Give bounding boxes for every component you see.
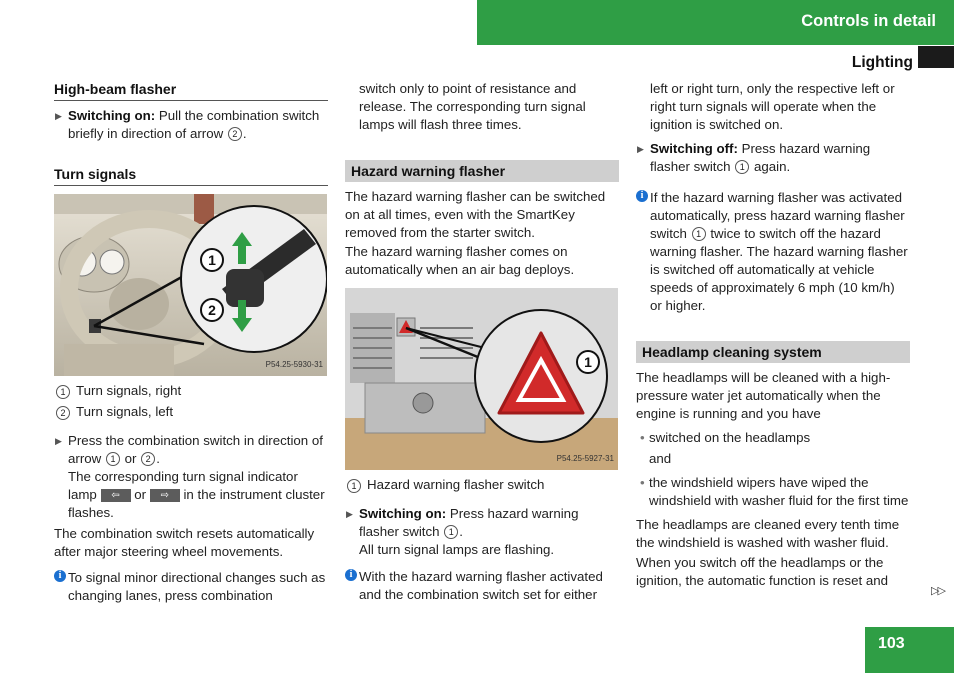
- column-2: [345, 80, 619, 604]
- legend-item: [54, 382, 328, 400]
- step-triangle-icon: ▶: [55, 111, 62, 121]
- hazard-illustration: [345, 288, 618, 470]
- svg-text:1: 1: [208, 252, 216, 268]
- turn-left-lamp-icon: ⇦: [101, 489, 131, 502]
- turn-right-lamp-icon: ⇨: [150, 489, 180, 502]
- legend-item: [54, 403, 328, 421]
- legend-item: [345, 476, 619, 494]
- ref-number: 2: [141, 452, 155, 466]
- info-note: [636, 189, 910, 315]
- step-text: The corresponding turn signal indicator lamp: [68, 469, 298, 502]
- info-text: To signal minor directional changes such as changing lanes, press combination: [68, 570, 326, 603]
- svg-text:1: 1: [584, 354, 592, 370]
- bullet-icon: •: [640, 475, 645, 490]
- step-label: Switching on:: [359, 506, 447, 521]
- info-text: With the hazard warning flasher activated and the combination switch set for either: [359, 569, 603, 602]
- ref-number: 1: [692, 227, 706, 241]
- highbeam-heading: High-beam flasher: [54, 80, 328, 101]
- info-note: [345, 568, 619, 604]
- section-marker: [918, 46, 954, 68]
- turn-signals-heading: Turn signals: [54, 165, 328, 186]
- headlamp-paragraph-2: The headlamps are cleaned every tenth time the windshield is washed with washer fluid.: [636, 517, 900, 550]
- step-text-end: .: [242, 126, 247, 141]
- list-item-text: the windshield wipers have wiped the windshield with washer fluid for the first time: [649, 475, 909, 508]
- step-text: Press the combination switch in direction of arrow: [68, 433, 323, 466]
- step-triangle-icon: ▶: [346, 509, 353, 519]
- step-triangle-icon: ▶: [55, 436, 62, 446]
- step-label: Switching on:: [68, 108, 156, 123]
- turn-signal-illustration: [54, 194, 327, 376]
- info-icon: i: [54, 570, 66, 582]
- step-label: Switching off:: [650, 141, 738, 156]
- ref-number: 2: [228, 127, 242, 141]
- figure-code: P54.25-5927-31: [556, 454, 614, 463]
- svg-text:2: 2: [208, 302, 216, 318]
- step-text: in the instrument cluster flashes.: [68, 487, 325, 520]
- hazard-heading: Hazard warning flasher: [345, 160, 619, 182]
- bullet-icon: •: [640, 430, 645, 445]
- step-text-end: .: [459, 524, 463, 539]
- list-item-text: switched on the headlamps: [649, 430, 811, 445]
- step-text: All turn signal lamps are flashing.: [359, 542, 555, 557]
- turn-signal-step: [54, 432, 328, 522]
- legend-text: Hazard warning flasher switch: [367, 477, 545, 492]
- headlamp-paragraph-1: The headlamps will be cleaned with a high-pressure water jet automatically when the engine is running and you have: [636, 370, 891, 421]
- legend-number: 1: [56, 385, 70, 399]
- continued-text: left or right turn, only the respective left or right turn signals will operate when the ignition is switched on.: [650, 81, 895, 132]
- headlamp-paragraph-3: When you switch off the headlamps or the ignition, the automatic function is reset and: [636, 555, 889, 588]
- step-triangle-icon: ▶: [637, 144, 644, 154]
- column-3: [636, 80, 910, 590]
- info-icon: i: [345, 569, 357, 581]
- section-title: Lighting: [851, 54, 913, 71]
- column-1: [54, 80, 328, 605]
- step-text-end: .: [156, 451, 160, 466]
- and-text: and: [649, 451, 672, 466]
- legend-number: 2: [56, 406, 70, 420]
- step-text-end: again.: [753, 159, 791, 174]
- reset-text: The combination switch resets automatically after major steering wheel movements.: [54, 526, 315, 559]
- highbeam-step: [54, 107, 328, 143]
- step-text-or: or: [124, 451, 137, 466]
- step-text: Press hazard warning flasher switch: [359, 506, 579, 539]
- step-text: Press hazard warning flasher switch: [650, 141, 871, 174]
- legend-text: Turn signals, left: [76, 404, 174, 419]
- ref-number: 1: [106, 452, 120, 466]
- hazard-figure: [345, 288, 618, 470]
- double-triangle-right-icon: ▷▷: [931, 585, 944, 597]
- list-item: [636, 474, 910, 510]
- page-number: 103: [878, 635, 905, 652]
- ref-number: 1: [735, 160, 749, 174]
- step-text: Pull the combination switch briefly in direction of arrow: [68, 108, 320, 141]
- legend-text: Turn signals, right: [76, 383, 182, 398]
- hazard-paragraph-2: The hazard warning flasher comes on automatically when an air bag deploys.: [345, 244, 575, 277]
- ref-number: 1: [444, 525, 458, 539]
- hazard-paragraph-1: The hazard warning flasher can be switched on at all times, even with the SmartKey removed from the starter switch.: [345, 189, 606, 240]
- hazard-off-step: [636, 140, 910, 176]
- legend-number: 1: [347, 479, 361, 493]
- info-text: If the hazard warning flasher was activated automatically, press hazard warning flasher switch: [650, 190, 905, 241]
- step-text-or: or: [134, 487, 147, 502]
- chapter-title: Controls in detail: [801, 12, 936, 30]
- list-item: [636, 429, 910, 447]
- figure-code: P54.25-5930-31: [265, 360, 323, 369]
- headlamp-heading: Headlamp cleaning system: [636, 341, 910, 363]
- turn-signal-figure: [54, 194, 327, 376]
- info-text: twice to switch off the hazard warning flasher. The hazard warning flasher is switched off automatically at vehicle speeds of approximately 6 mph (10 km/h) or higher.: [650, 226, 908, 313]
- info-note: [54, 569, 328, 605]
- hazard-on-step: [345, 505, 619, 559]
- info-icon: i: [636, 190, 648, 202]
- continued-text: switch only to point of resistance and release. The corresponding turn signal lamps will flash three times.: [359, 81, 586, 132]
